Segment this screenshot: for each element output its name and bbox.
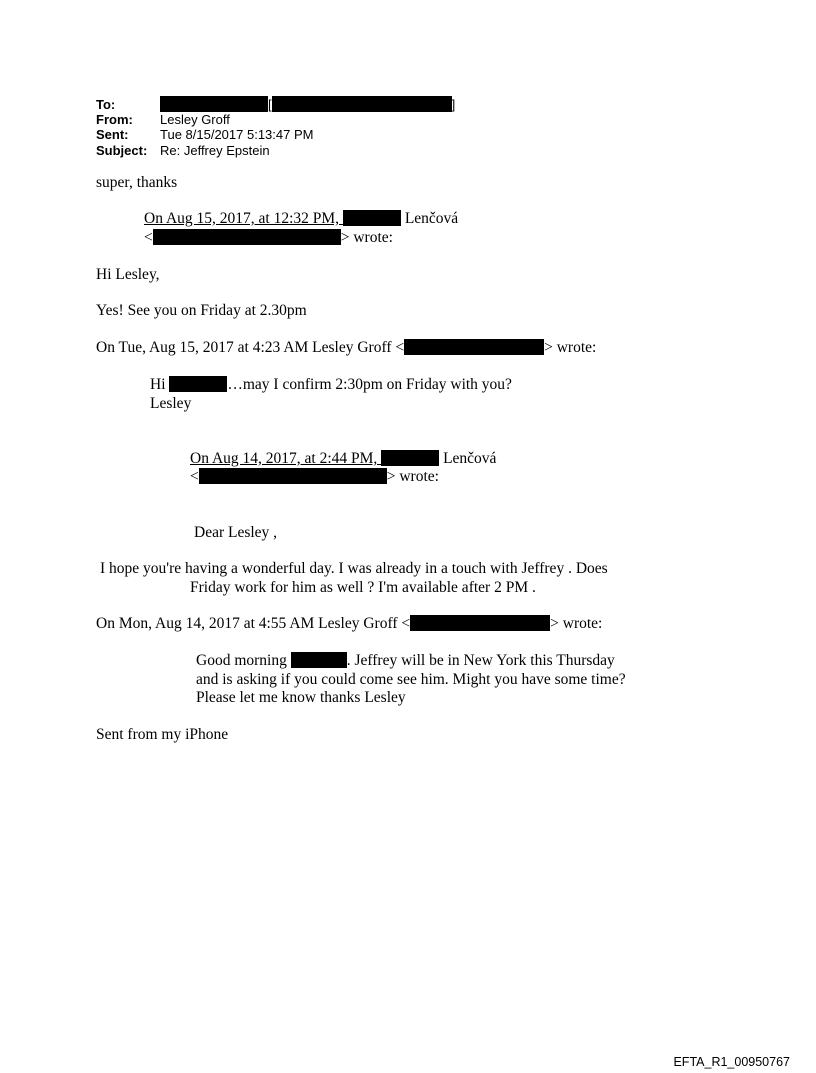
quote-header-text: On Aug 14, 2017, at 2:44 PM,: [190, 450, 382, 467]
quote-header-4: [96, 615, 602, 633]
redacted-block: [153, 229, 341, 245]
quoted-text: Good morning: [196, 652, 291, 669]
quote-header-text: Lenčová: [400, 210, 459, 227]
redacted-block: [381, 450, 439, 466]
greeting-text: Hi Lesley,: [96, 266, 160, 283]
quoted-signature: Lesley: [150, 395, 192, 412]
quote-header-text: <: [144, 229, 153, 246]
subject-value: Re: Jeffrey Epstein: [160, 143, 270, 158]
quote-header-text: > wrote:: [550, 615, 603, 632]
quote-header-3-email: [190, 468, 439, 486]
quote-header-text: On Aug 15, 2017, at 12:32 PM,: [144, 210, 343, 227]
quote-header-1-email: [144, 229, 393, 247]
redacted-block: [410, 615, 550, 631]
quote-header-text: On Mon, Aug 14, 2017 at 4:55 AM Lesley Groff <: [96, 615, 411, 632]
confirm-text: Yes! See you on Friday at 2.30pm: [96, 302, 307, 319]
quote-header-3: [190, 450, 496, 468]
sent-label: Sent:: [96, 127, 129, 142]
to-label: To:: [96, 97, 116, 112]
redacted-block: [404, 339, 544, 355]
message-text: Friday work for him as well ? I'm available after 2 PM .: [190, 579, 536, 596]
redacted-block: [160, 96, 268, 112]
subject-label: Subject:: [96, 143, 148, 158]
subject-row: [96, 143, 270, 159]
to-bracket-close: ]: [451, 97, 456, 112]
quote-header-text: <: [190, 468, 199, 485]
redacted-block: [199, 468, 387, 484]
from-value: Lesley Groff: [160, 112, 230, 127]
to-row: [96, 96, 455, 113]
dear-text: Dear Lesley ,: [194, 524, 278, 541]
quote-header-text: > wrote:: [386, 468, 439, 485]
quoted-text: . Jeffrey will be in New York this Thursday: [346, 652, 615, 669]
sent-from-text: Sent from my iPhone: [96, 726, 229, 743]
from-row: [96, 112, 230, 128]
reply-text: super, thanks: [96, 174, 178, 191]
from-label: From:: [96, 112, 133, 127]
redacted-block: [169, 376, 227, 392]
quoted-text: Hi: [150, 376, 170, 393]
redacted-block: [343, 210, 401, 226]
redacted-block: [291, 652, 347, 668]
redacted-block: [272, 96, 452, 112]
quoted-text: …may I confirm 2:30pm on Friday with you?: [227, 376, 512, 393]
quote-header-text: > wrote:: [340, 229, 393, 246]
quote-header-text: Lenčová: [439, 450, 497, 467]
sent-row: [96, 127, 313, 143]
quoted-text: and is asking if you could come see him. Might you have some time?: [196, 671, 626, 688]
quote-header-text: > wrote:: [544, 339, 597, 356]
message-text: I hope you're having a wonderful day. I was already in a touch with Jeffrey . Does: [100, 560, 608, 577]
quote-header-1: [144, 210, 458, 228]
sent-value: Tue 8/15/2017 5:13:47 PM: [160, 127, 314, 142]
to-bracket-open: [: [268, 97, 272, 112]
quoted-line: [196, 652, 615, 670]
quote-header-2: [96, 339, 596, 357]
quoted-line: [150, 376, 512, 394]
quoted-text: Please let me know thanks Lesley: [196, 689, 406, 706]
document-id: EFTA_R1_00950767: [673, 1055, 790, 1069]
quote-header-text: On Tue, Aug 15, 2017 at 4:23 AM Lesley Groff <: [96, 339, 405, 356]
